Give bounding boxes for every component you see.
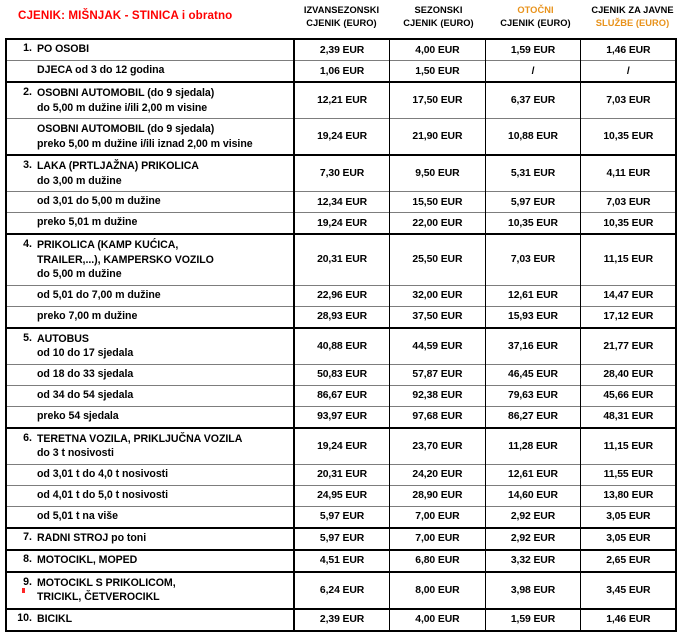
row-label-line: AUTOBUS — [37, 332, 89, 345]
row-label-line: od 5,01 do 7,00 m dužine — [37, 288, 161, 301]
price-cell: 50,83 EUR — [294, 364, 390, 385]
table-row — [6, 39, 676, 61]
row-label-cell — [6, 234, 294, 285]
price-cell: 4,00 EUR — [390, 609, 486, 631]
price-cell: 40,88 EUR — [294, 328, 390, 365]
column-header-line1: CJENIK ZA JAVNE — [591, 5, 674, 15]
price-cell: 2,92 EUR — [485, 528, 581, 550]
price-cell: 37,16 EUR — [485, 328, 581, 365]
row-label-text — [37, 531, 146, 546]
price-cell: 1,59 EUR — [485, 609, 581, 631]
row-label-text — [37, 63, 164, 78]
row-label-cell — [6, 506, 294, 528]
row-label-line: od 34 do 54 sjedala — [37, 388, 134, 401]
price-cell: 5,97 EUR — [294, 506, 390, 528]
price-cell: 21,90 EUR — [390, 119, 486, 156]
row-number: 4. — [23, 238, 32, 250]
row-label-line: od 5,01 t na više — [37, 509, 118, 522]
table-row — [6, 485, 676, 506]
price-cell: 11,28 EUR — [485, 428, 581, 465]
price-cell: 17,50 EUR — [390, 82, 486, 119]
row-label-text — [37, 467, 168, 482]
row-label-text — [37, 194, 161, 209]
column-headers — [293, 0, 681, 30]
price-cell: 86,27 EUR — [485, 406, 581, 428]
row-label-cell — [6, 82, 294, 119]
price-cell: 5,97 EUR — [485, 192, 581, 213]
price-cell: 17,12 EUR — [581, 306, 677, 328]
price-cell: 3,45 EUR — [581, 572, 677, 609]
table-row — [6, 234, 676, 285]
row-label-cell — [6, 464, 294, 485]
price-cell: 28,40 EUR — [581, 364, 677, 385]
price-cell: 7,03 EUR — [581, 192, 677, 213]
row-label-line: DJECA od 3 do 12 godina — [37, 64, 165, 76]
row-label-text — [37, 122, 253, 151]
row-number: 1. — [23, 42, 32, 54]
table-row — [6, 550, 676, 572]
price-cell: 46,45 EUR — [485, 364, 581, 385]
row-label-text — [37, 612, 72, 627]
price-cell: / — [581, 61, 677, 83]
row-label-line: do 5,00 m dužine — [37, 268, 122, 280]
row-label-cell — [6, 155, 294, 192]
row-label-text — [37, 367, 133, 382]
table-row — [6, 506, 676, 528]
price-cell: 44,59 EUR — [390, 328, 486, 365]
price-cell: 3,98 EUR — [485, 572, 581, 609]
row-number: 5. — [23, 331, 32, 344]
row-label-cell — [6, 306, 294, 328]
row-label-cell — [6, 328, 294, 365]
row-label-cell — [6, 550, 294, 572]
table-row — [6, 464, 676, 485]
price-cell: 92,38 EUR — [390, 385, 486, 406]
row-label-line: OSOBNI AUTOMOBIL (do 9 sjedala) — [37, 123, 215, 135]
price-cell: 19,24 EUR — [294, 428, 390, 465]
row-label-text — [37, 488, 168, 503]
footnote-marker-icon — [22, 588, 25, 593]
column-header-2 — [390, 0, 487, 30]
row-label-text — [37, 432, 242, 461]
price-cell: 12,61 EUR — [485, 285, 581, 306]
row-label-line: PRIKOLICA (KAMP KUĆICA, — [37, 239, 179, 251]
row-label-line: od 10 do 17 sjedala — [37, 347, 134, 359]
price-cell: 1,50 EUR — [390, 61, 486, 83]
row-label-text — [37, 238, 214, 282]
row-label-line: od 4,01 t do 5,0 t nosivosti — [37, 488, 169, 501]
price-cell: 14,60 EUR — [485, 485, 581, 506]
price-cell: 3,05 EUR — [581, 528, 677, 550]
row-label-line: LAKA (PRTLJAŽNA) PRIKOLICA — [37, 160, 199, 172]
price-cell: 19,24 EUR — [294, 213, 390, 235]
row-label-line: PO OSOBI — [37, 43, 89, 55]
column-header-line1: OTOČNI — [517, 5, 554, 15]
table-row — [6, 155, 676, 192]
row-label-line: TRAILER,...), KAMPERSKO VOZILO — [37, 253, 214, 266]
price-table — [5, 38, 677, 632]
price-cell: 24,95 EUR — [294, 485, 390, 506]
row-label-line: do 3 t nosivosti — [37, 447, 114, 459]
table-row — [6, 572, 676, 609]
price-cell: 5,31 EUR — [485, 155, 581, 192]
row-number: 9. — [23, 575, 32, 588]
page-title: CJENIK: MIŠNJAK - STINICA i obratno — [18, 9, 233, 22]
price-cell: 6,80 EUR — [390, 550, 486, 572]
price-cell: 12,21 EUR — [294, 82, 390, 119]
price-cell: 4,11 EUR — [581, 155, 677, 192]
row-label-text — [37, 159, 199, 188]
row-label-text — [37, 288, 161, 303]
price-cell: 2,65 EUR — [581, 550, 677, 572]
row-label-cell — [6, 528, 294, 550]
column-header-line2: CJENIK (EURO) — [500, 18, 571, 28]
price-cell: 97,68 EUR — [390, 406, 486, 428]
price-cell: 12,61 EUR — [485, 464, 581, 485]
price-cell: 5,97 EUR — [294, 528, 390, 550]
row-number: 10. — [17, 611, 32, 624]
row-label-cell — [6, 572, 294, 609]
row-label-line: od 18 do 33 sjedala — [37, 367, 134, 380]
price-cell: 3,32 EUR — [485, 550, 581, 572]
price-cell: 25,50 EUR — [390, 234, 486, 285]
price-cell: 1,46 EUR — [606, 44, 651, 56]
row-number: 2. — [23, 86, 32, 98]
price-cell: 23,70 EUR — [390, 428, 486, 465]
row-label-cell — [6, 385, 294, 406]
price-cell: 20,31 EUR — [294, 464, 390, 485]
column-header-3 — [487, 0, 584, 30]
price-cell: 15,93 EUR — [485, 306, 581, 328]
table-row — [6, 119, 676, 156]
row-label-text — [37, 215, 137, 230]
table-row — [6, 528, 676, 550]
price-cell: 2,92 EUR — [485, 506, 581, 528]
price-cell: 24,20 EUR — [390, 464, 486, 485]
price-cell: 79,63 EUR — [485, 385, 581, 406]
row-label-cell — [6, 406, 294, 428]
price-cell: 86,67 EUR — [294, 385, 390, 406]
price-cell: 7,03 EUR — [485, 234, 581, 285]
table-row — [6, 609, 676, 631]
price-cell: 13,80 EUR — [581, 485, 677, 506]
price-cell: 7,00 EUR — [390, 506, 486, 528]
row-label-cell — [6, 609, 294, 631]
row-label-line: od 3,01 t do 4,0 t nosivosti — [37, 467, 169, 480]
table-row — [6, 385, 676, 406]
table-row — [6, 61, 676, 83]
row-label-line: do 3,00 m dužine — [37, 174, 122, 187]
row-number: 8. — [23, 552, 32, 565]
price-cell: 11,15 EUR — [581, 428, 677, 465]
table-row — [6, 285, 676, 306]
price-cell: 57,87 EUR — [390, 364, 486, 385]
row-label-text — [37, 553, 137, 568]
column-header-line2: SLUŽBE (EURO) — [595, 18, 670, 28]
price-cell: 10,35 EUR — [581, 213, 677, 235]
row-label-cell — [6, 364, 294, 385]
price-cell: 1,46 EUR — [581, 609, 677, 631]
price-cell: 7,03 EUR — [581, 82, 677, 119]
price-cell: 28,90 EUR — [390, 485, 486, 506]
price-cell: 6,37 EUR — [485, 82, 581, 119]
price-cell: 7,00 EUR — [390, 528, 486, 550]
price-cell: 10,35 EUR — [485, 213, 581, 235]
row-label-line: od 3,01 do 5,00 m dužine — [37, 195, 161, 207]
column-header-4 — [584, 0, 681, 30]
price-cell: 22,00 EUR — [390, 213, 486, 235]
row-label-line: do 5,00 m dužine i/ili 2,00 m visine — [37, 101, 208, 114]
header-band — [0, 0, 681, 38]
table-row — [6, 82, 676, 119]
row-label-cell — [6, 213, 294, 235]
row-label-cell — [6, 428, 294, 465]
row-label-cell — [6, 192, 294, 213]
column-header-1 — [293, 0, 390, 30]
price-cell: 1,59 EUR — [485, 39, 581, 61]
row-label-line: OSOBNI AUTOMOBIL (do 9 sjedala) — [37, 87, 215, 99]
price-cell: 2,39 EUR — [294, 39, 390, 61]
table-row — [6, 328, 676, 365]
price-cell: 1,06 EUR — [294, 61, 390, 83]
row-label-cell — [6, 119, 294, 156]
row-label-text — [37, 576, 176, 605]
row-label-line: preko 7,00 m dužine — [37, 309, 138, 322]
price-cell: 4,51 EUR — [294, 550, 390, 572]
column-header-line1: SEZONSKI — [414, 5, 463, 15]
row-label-text — [37, 388, 133, 403]
price-cell: 3,05 EUR — [581, 506, 677, 528]
title-cell — [0, 0, 293, 22]
row-label-cell — [6, 39, 294, 61]
column-header-line2: CJENIK (EURO) — [306, 18, 377, 28]
table-row — [6, 406, 676, 428]
row-label-cell — [6, 61, 294, 83]
price-cell: 93,97 EUR — [294, 406, 390, 428]
row-label-text — [37, 509, 118, 524]
row-label-text — [37, 409, 119, 424]
row-label-line: preko 5,00 m dužine i/ili iznad 2,00 m visine — [37, 137, 253, 150]
price-cell: 11,15 EUR — [581, 234, 677, 285]
row-label-line: preko 5,01 m dužine — [37, 216, 138, 228]
column-header-line1: IZVANSEZONSKI — [303, 5, 380, 15]
row-label-line: MOTOCIKL, MOPED — [37, 553, 138, 566]
row-number: 7. — [23, 530, 32, 543]
row-label-text — [37, 86, 214, 115]
row-label-line: MOTOCIKL S PRIKOLICOM, — [37, 576, 176, 589]
table-row — [6, 364, 676, 385]
table-row — [6, 428, 676, 465]
row-label-line: preko 54 sjedala — [37, 409, 119, 422]
price-cell: 6,24 EUR — [294, 572, 390, 609]
price-cell: 19,24 EUR — [294, 119, 390, 156]
price-cell: 21,77 EUR — [581, 328, 677, 365]
row-number: 6. — [23, 431, 32, 444]
row-label-text — [37, 332, 133, 361]
row-label-text — [37, 42, 89, 57]
column-header-line2: CJENIK (EURO) — [403, 18, 474, 28]
price-cell: 10,88 EUR — [485, 119, 581, 156]
table-row — [6, 192, 676, 213]
price-table-body — [6, 39, 676, 631]
price-cell: 12,34 EUR — [294, 192, 390, 213]
price-cell: 10,35 EUR — [581, 119, 677, 156]
price-cell: 20,31 EUR — [294, 234, 390, 285]
row-label-line: TRICIKL, ČETVEROCIKL — [37, 591, 160, 603]
price-cell: 22,96 EUR — [294, 285, 390, 306]
price-cell: / — [485, 61, 581, 83]
row-number: 3. — [23, 159, 32, 171]
row-label-text — [37, 309, 137, 324]
price-cell: 7,30 EUR — [294, 155, 390, 192]
price-cell: 37,50 EUR — [390, 306, 486, 328]
row-label-line: RADNI STROJ po toni — [37, 531, 147, 544]
row-label-line: BICIKL — [37, 612, 73, 625]
price-cell: 8,00 EUR — [390, 572, 486, 609]
row-label-line: TERETNA VOZILA, PRIKLJUČNA VOZILA — [37, 432, 243, 445]
price-cell: 11,55 EUR — [581, 464, 677, 485]
price-cell: 32,00 EUR — [390, 285, 486, 306]
price-cell: 9,50 EUR — [390, 155, 486, 192]
table-row — [6, 213, 676, 235]
table-row — [6, 306, 676, 328]
price-cell: 2,39 EUR — [294, 609, 390, 631]
price-cell: 14,47 EUR — [581, 285, 677, 306]
row-label-cell — [6, 285, 294, 306]
price-cell: 28,93 EUR — [294, 306, 390, 328]
price-cell: 45,66 EUR — [581, 385, 677, 406]
price-cell: 15,50 EUR — [390, 192, 486, 213]
price-cell: 4,00 EUR — [390, 39, 486, 61]
row-label-cell — [6, 485, 294, 506]
price-cell: 48,31 EUR — [581, 406, 677, 428]
